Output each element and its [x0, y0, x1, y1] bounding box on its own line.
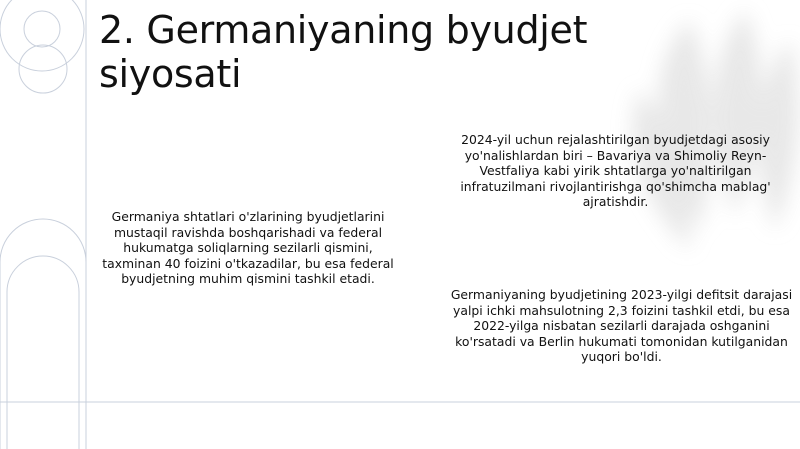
- deco-arch-small: [7, 256, 79, 449]
- paragraph-right-top: 2024-yil uchun rejalashtirilgan byudjetdagi asosiy yo'nalishlardan biri – Bavariya va Shimoliy Reyn-Vestfaliya kabi yirik shtatlarga yo'naltirilgan infratuzilmani rivojlantirishga qo'shimcha mablag' ajratishdir.: [460, 132, 771, 210]
- slide-title: 2. Germaniyaning byudjet siyosati: [99, 8, 588, 96]
- deco-arch-large: [0, 219, 86, 449]
- paragraph-right-bottom: Germaniyaning byudjetining 2023-yilgi defitsit darajasi yalpi ichki mahsulotning 2,3 foizini tashkil etdi, bu esa 2022-yilga nisbatan sezilarli darajada oshganini ko'rsatadi va Berlin hukumati tomonidan kutilganidan yuqori bo'ldi.: [450, 287, 793, 365]
- paragraph-left: Germaniya shtatlari o'zlarining byudjetlarini mustaqil ravishda boshqarishadi va federal hukumatga soliqlarning sezilarli qismini, taxminan 40 foizini o'tkazadilar, bu esa federal byudjetning muhim qismini tashkil etadi.: [102, 209, 394, 287]
- deco-circle-lower: [19, 45, 67, 93]
- deco-circle-inner: [24, 11, 60, 47]
